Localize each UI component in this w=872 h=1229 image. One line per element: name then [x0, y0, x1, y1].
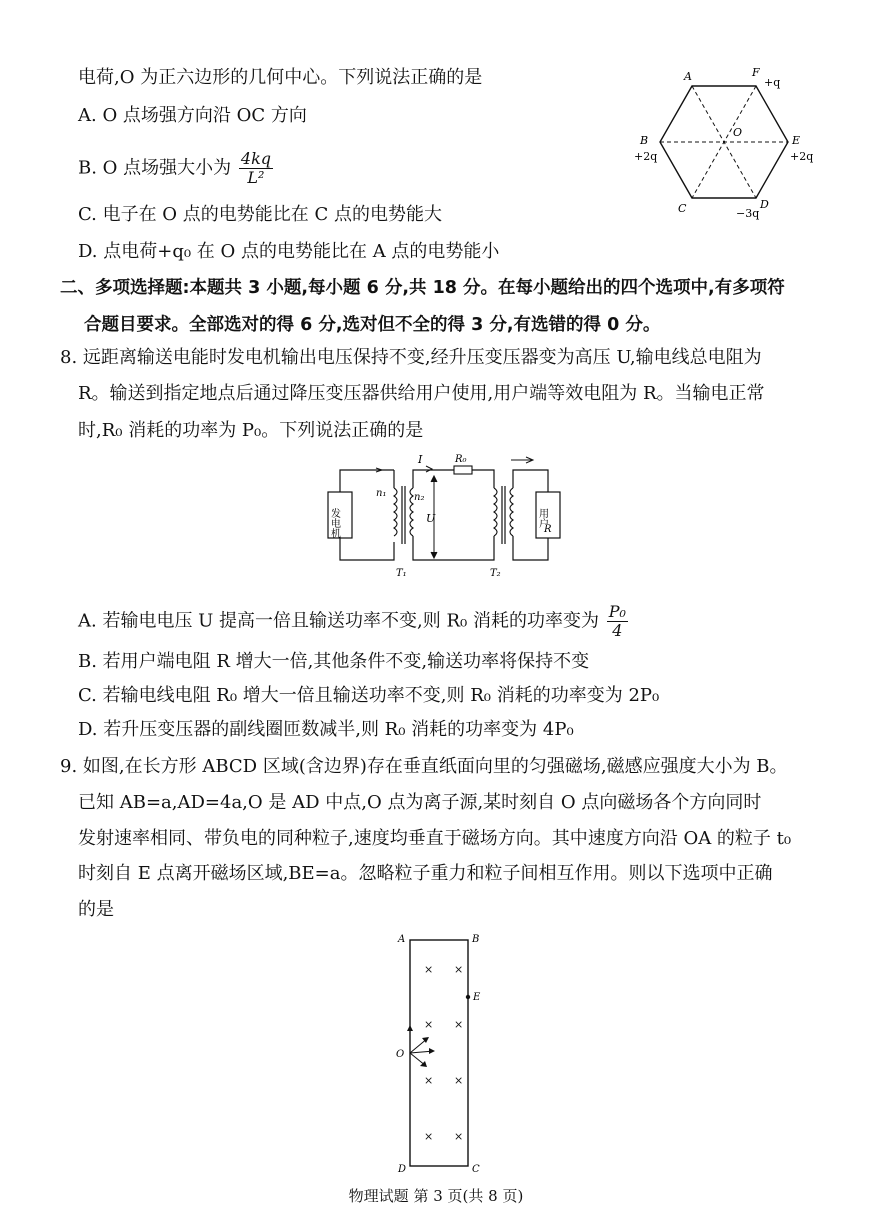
- field-cross: ×: [454, 963, 464, 976]
- q7-stem: 电荷,O 为正六边形的几何中心。下列说法正确的是: [78, 67, 483, 88]
- field-label-o: O: [396, 1049, 405, 1060]
- field-cross: ×: [424, 1018, 434, 1031]
- circuit-figure: [316, 452, 566, 580]
- section2-line1: 二、多项选择题:本题共 3 小题,每小题 6 分,共 18 分。在每小题给出的四个选项中,有多项符: [60, 278, 785, 298]
- field-label-b: B: [472, 934, 480, 945]
- circuit-user: 用户: [536, 508, 548, 528]
- hex-label-b: B: [640, 134, 649, 147]
- field-point-e: [466, 995, 470, 999]
- field-label-e: E: [473, 992, 481, 1003]
- field-cross: ×: [454, 1018, 464, 1031]
- q8-line2: R。输送到指定地点后通过降压变压器供给用户使用,用户端等效电阻为 R。当输电正常: [78, 383, 765, 404]
- hex-label-o: O: [733, 126, 743, 139]
- hex-charge-b: +2q: [634, 150, 658, 163]
- q7-option-b: B. O 点场强大小为 $\frac{4kq}{\text{L²}}$: [78, 149, 272, 187]
- q7-option-c: C. 电子在 O 点的电势能比在 C 点的电势能大: [78, 204, 442, 225]
- q9-line1: 9. 如图,在长方形 ABCD 区域(含边界)存在垂直纸面向里的匀强磁场,磁感应强度大小为 B。: [60, 756, 788, 777]
- circuit-n1: n₁: [376, 488, 387, 499]
- circuit-t1: T₁: [396, 568, 407, 579]
- field-cross: ×: [424, 1130, 434, 1143]
- q7-option-a: A. O 点场强方向沿 OC 方向: [78, 105, 307, 126]
- q8-option-d: D. 若升压变压器的副线圈匝数减半,则 R₀ 消耗的功率变为 4P₀: [78, 719, 574, 740]
- field-label-d: D: [398, 1164, 407, 1175]
- hex-charge-e: +2q: [790, 150, 814, 163]
- q8-line3: 时,R₀ 消耗的功率为 P₀。下列说法正确的是: [78, 420, 424, 441]
- q7-option-b-fraction: $\frac{4kq}{\text{L²}}$: [240, 149, 272, 187]
- hex-label-c: C: [678, 202, 687, 215]
- q8-line1: 8. 远距离输送电能时发电机输出电压保持不变,经升压变压器变为高压 U,输电线总电阻为: [60, 347, 762, 368]
- field-cross: ×: [424, 1074, 434, 1087]
- q8-option-a-fraction: $\frac{\text{P₀}}{4}$: [608, 602, 626, 640]
- circuit-user-r: R: [544, 524, 552, 535]
- field-cross: ×: [454, 1130, 464, 1143]
- circuit-t2: T₂: [490, 568, 501, 579]
- q8-option-c: C. 若输电线电阻 R₀ 增大一倍且输送功率不变,则 R₀ 消耗的功率变为 2P₀: [78, 685, 660, 706]
- hex-charge-f: +q: [764, 76, 781, 89]
- hex-label-e: E: [792, 134, 801, 147]
- circuit-generator-1: 发电机: [328, 508, 340, 538]
- q9-line3: 发射速率相同、带负电的同种粒子,速度均垂直于磁场方向。其中速度方向沿 OA 的粒子 t₀: [78, 828, 792, 849]
- q8-option-a: A. 若输电电压 U 提高一倍且输送功率不变,则 R₀ 消耗的功率变为 $\frac{\text{P₀}}{4}$: [78, 602, 626, 640]
- field-cross: ×: [454, 1074, 464, 1087]
- hex-label-d: D: [760, 198, 769, 211]
- hex-label-a: A: [684, 70, 692, 83]
- field-figure: [390, 930, 500, 1180]
- hex-charge-d: −3q: [736, 207, 760, 220]
- circuit-current-i: I: [418, 453, 423, 466]
- circuit-r0: R₀: [455, 454, 467, 465]
- circuit-n2: n₂: [414, 492, 425, 503]
- field-cross: ×: [424, 963, 434, 976]
- field-label-c: C: [472, 1164, 480, 1175]
- q7-option-d: D. 点电荷+q₀ 在 O 点的电势能比在 A 点的电势能小: [78, 241, 500, 262]
- q9-line2: 已知 AB=a,AD=4a,O 是 AD 中点,O 点为离子源,某时刻自 O 点向磁场各个方向同时: [78, 792, 762, 813]
- hexagon-figure: [628, 62, 818, 222]
- q9-line5: 的是: [78, 899, 114, 920]
- q9-line4: 时刻自 E 点离开磁场区域,BE=a。忽略粒子重力和粒子间相互作用。则以下选项中正确: [78, 863, 773, 884]
- circuit-u: U: [426, 512, 436, 525]
- q8-option-b: B. 若用户端电阻 R 增大一倍,其他条件不变,输送功率将保持不变: [78, 651, 590, 672]
- field-label-a: A: [398, 934, 406, 945]
- hex-label-f: F: [752, 66, 760, 79]
- page-footer: 物理试题 第 3 页(共 8 页): [348, 1187, 524, 1205]
- section2-line2: 合题目要求。全部选对的得 6 分,选对但不全的得 3 分,有选错的得 0 分。: [84, 315, 661, 335]
